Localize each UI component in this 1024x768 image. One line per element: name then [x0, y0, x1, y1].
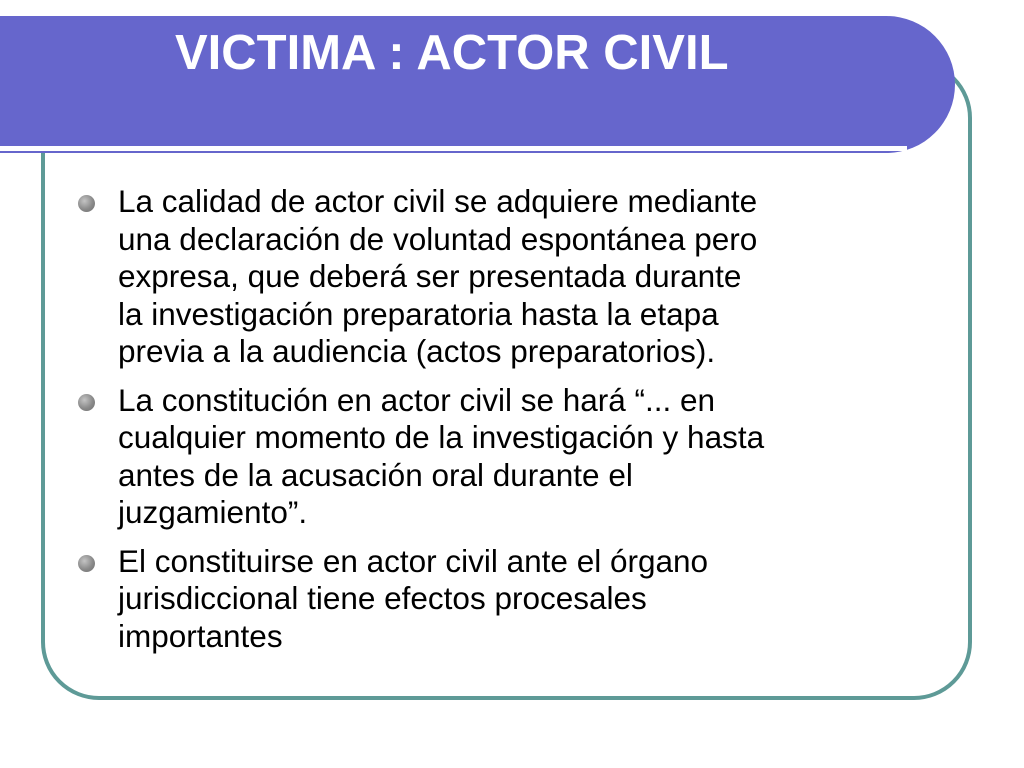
bullet-item: [78, 543, 948, 656]
bullet-list: [78, 183, 948, 666]
bullet-text: La calidad de actor civil se adquiere mediante una declaración de voluntad espontánea pero expresa, que deberá ser presentada durante la investigación preparatoria hasta la etapa previa a la audiencia (actos preparatorios).: [118, 183, 758, 369]
slide-title: VICTIMA : ACTOR CIVIL: [175, 26, 729, 80]
bullet-dot-icon: [78, 555, 95, 572]
bullet-text: El constituirse en actor civil ante el órgano jurisdiccional tiene efectos procesales importantes: [118, 542, 709, 654]
bullet-text: La constitución en actor civil se hará “... en cualquier momento de la investigación y hasta antes de la acusación oral durante el juzgamiento”.: [118, 381, 765, 530]
bullet-item: [78, 382, 948, 532]
bullet-item: [78, 183, 948, 371]
bullet-dot-icon: [78, 195, 95, 212]
title-underline: [0, 146, 907, 151]
bullet-dot-icon: [78, 394, 95, 411]
title-band: [0, 16, 955, 153]
